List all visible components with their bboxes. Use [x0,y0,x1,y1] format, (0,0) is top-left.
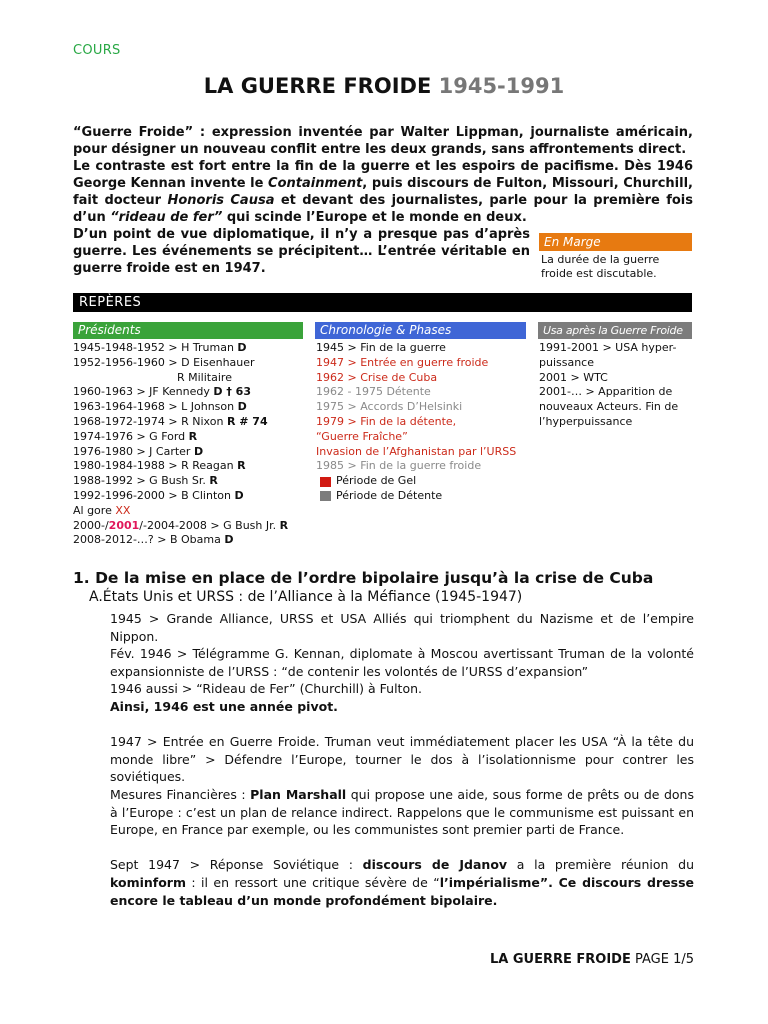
list-item: 1979 > Fin de la détente, [316,414,457,428]
president-text: 2008-2012-…? > B Obama [73,533,225,547]
presidents-list [73,341,305,548]
title-text: LA GUERRE FROIDE [203,74,432,98]
section-heading: 1. De la mise en place de l’ordre bipolaire jusqu’à la crise de Cuba [73,569,654,587]
pivot-statement: Ainsi, 1946 est une année pivot. [110,698,338,714]
president-text: /-2004-2008 > G Bush Jr. [139,518,280,532]
president-text: 1963-1964-1968 > L Johnson [73,400,238,414]
president-text: 1974-1976 > G Ford [73,429,189,443]
title-years: 1945-1991 [438,74,565,98]
list-item: Invasion de l’Afghanistan par l’URSS [316,444,517,458]
legend-gel [316,474,531,489]
party-label: R [188,429,198,443]
usa-column-header: Usa après la Guerre Froide [538,322,692,339]
list-item [73,400,305,415]
body-text: : il en ressort une critique sévère de “ [186,874,440,890]
plan-marshall: Plan Marshall [250,786,347,802]
intro-p2-text: , puis discours de Fulton, Missouri, Churchill, fait docteur [73,176,693,208]
legend-label: Période de Détente [336,488,443,502]
party-label: R [279,518,289,532]
president-text: 1960-1963 > JF Kennedy [73,385,214,399]
list-item [73,371,305,386]
section-body [110,610,694,909]
body-text: a la première réunion du [507,857,694,873]
president-text: Al gore [73,503,116,517]
list-item: 2001-… > Apparition de nouveaux Acteurs. Fin de l’hyperpuissance [539,385,679,428]
red-square-icon [320,477,331,487]
page-title [0,74,768,98]
intro-p2-text: qui scinde l’Europe et le monde en deux. [222,210,527,225]
body-paragraph-bold [110,698,694,716]
grey-square-icon [320,491,331,501]
list-item: 1985 > Fin de la guerre froide [316,459,482,473]
body-text: qui propose une aide, sous forme de prêts ou de dons à l’Europe : c’est un plan de relance indirect. Rappelons que le communisme est puissant en Europe, en France par exemple, ou les communistes sont premier parti de France. [110,786,694,838]
footer-title: LA GUERRE FROIDE [489,952,631,967]
president-text: 1945-1948-1952 > H Truman [73,341,238,354]
party-label: D [237,400,247,414]
party-label: D [234,488,244,502]
body-text: Sept 1947 > Réponse Soviétique : [110,857,363,873]
margin-note-title: En Marge [539,233,692,251]
party-label: R # 74 [226,414,268,428]
section-subheading: A.États Unis et URSS : de l’Alliance à la Méfiance (1945-1947) [89,589,523,605]
margin-note-text: La durée de la guerre froide est discutable. [541,253,660,280]
list-item: 1947 > Entrée en guerre froide [316,355,489,369]
chronology-list [316,341,531,504]
highlight-year: 2001 [108,518,140,532]
intro-p2-rideau: “rideau de fer” [110,210,223,225]
president-text: 1968-1972-1974 > R Nixon [73,414,227,428]
body-paragraph [110,786,694,839]
list-item [73,356,305,371]
usa-list [539,341,693,430]
body-paragraph: Fév. 1946 > Télégramme G. Kennan, diplomate à Moscou avertissant Truman de la volonté expansionniste de l’URSS : “de contenir les volontés de l’URSS d’expansion” [110,646,694,679]
body-text: Mesures Financières : [110,786,251,802]
list-item: 2001 > WTC [539,370,608,384]
intro-p2-text: et devant des journalistes, parle pour la première fois d’un [73,193,693,225]
list-item: 1962 > Crise de Cuba [316,370,438,384]
president-text: 2000-/ [73,518,109,532]
list-item: 1991-2001 > USA hyper-puissance [539,341,677,369]
president-text: 1980-1984-1988 > R Reagan [73,459,238,473]
party-label: R [209,474,218,488]
party-label: R [237,459,246,473]
intro-text [73,124,693,226]
president-text: R Militaire [177,370,232,384]
list-item: 1962 - 1975 Détente [316,385,431,399]
spacer [110,839,694,857]
intro-paragraph-2 [73,158,693,226]
list-item [73,459,305,474]
intro-paragraph-1: “Guerre Froide” : expression inventée par Walter Lippman, journaliste américain, pour désigner un nouveau conflit entre les deux grands, sans affrontements direct. [73,125,693,157]
page-footer [0,952,694,967]
list-item [73,504,305,519]
party-label: D [193,444,204,458]
intro-p2-containment: Containment [268,176,363,191]
president-text: 1952-1956-1960 > D Eisenhauer [73,355,255,369]
list-item [73,445,305,460]
president-text: 1976-1980 > J Carter [73,444,194,458]
list-item [73,489,305,504]
list-item [73,474,305,489]
list-item: 1945 > Fin de la guerre [316,341,446,354]
jdanov-discours: discours de Jdanov [362,857,508,873]
party-label: D [237,341,247,354]
chronology-column-header: Chronologie & Phases [315,322,526,339]
party-label: D [224,533,234,547]
list-item [73,415,305,430]
list-item: 1975 > Accords D’Helsinki [316,400,463,414]
list-item: “Guerre Fraîche” [316,429,408,443]
kominform: kominform [110,874,186,890]
imperialisme-statement: l’impérialisme”. Ce discours dresse encore le tableau d’un monde profondément bipolaire. [110,874,694,908]
spacer [110,716,694,734]
body-paragraph: 1947 > Entrée en Guerre Froide. Truman veut immédiatement placer les USA “À la tête du monde libre” > Défendre l’Europe, tourner le dos à l’isolationnisme pour contrer les soviétiques. [110,734,694,785]
category-label: COURS [73,43,121,58]
legend-detente [316,489,531,504]
legend-label: Période de Gel [336,474,417,488]
president-text: 1992-1996-2000 > B Clinton [73,488,235,502]
party-label: XX [115,503,131,517]
intro-p2-text: Le contraste est fort entre la fin de la guerre et les espoirs de pacifisme. Dès 1946 George Kennan invente le [73,159,693,191]
intro-paragraph-3: D’un point de vue diplomatique, il n’y a presque pas d’après guerre. Les événements se précipitent… L’entrée véritable en guerre froide est en 1947. [73,227,530,276]
reperes-header: REPÈRES [73,293,692,312]
list-item [73,519,305,534]
body-paragraph [110,856,694,909]
body-paragraph: 1945 > Grande Alliance, URSS et USA Alliés qui triomphent du Nazisme et de l’empire Nippon. [110,611,694,644]
intro-p2-honoris: Honoris Causa [167,193,275,208]
list-item [73,430,305,445]
list-item [73,341,305,356]
body-paragraph: 1946 aussi > “Rideau de Fer” (Churchill) à Fulton. [110,681,422,697]
presidents-column-header: Présidents [73,322,303,339]
president-text: 1988-1992 > G Bush Sr. [73,474,210,488]
page-number: PAGE 1/5 [630,952,694,967]
list-item [73,385,305,400]
list-item [73,533,305,548]
party-label: D † 63 [213,385,251,399]
